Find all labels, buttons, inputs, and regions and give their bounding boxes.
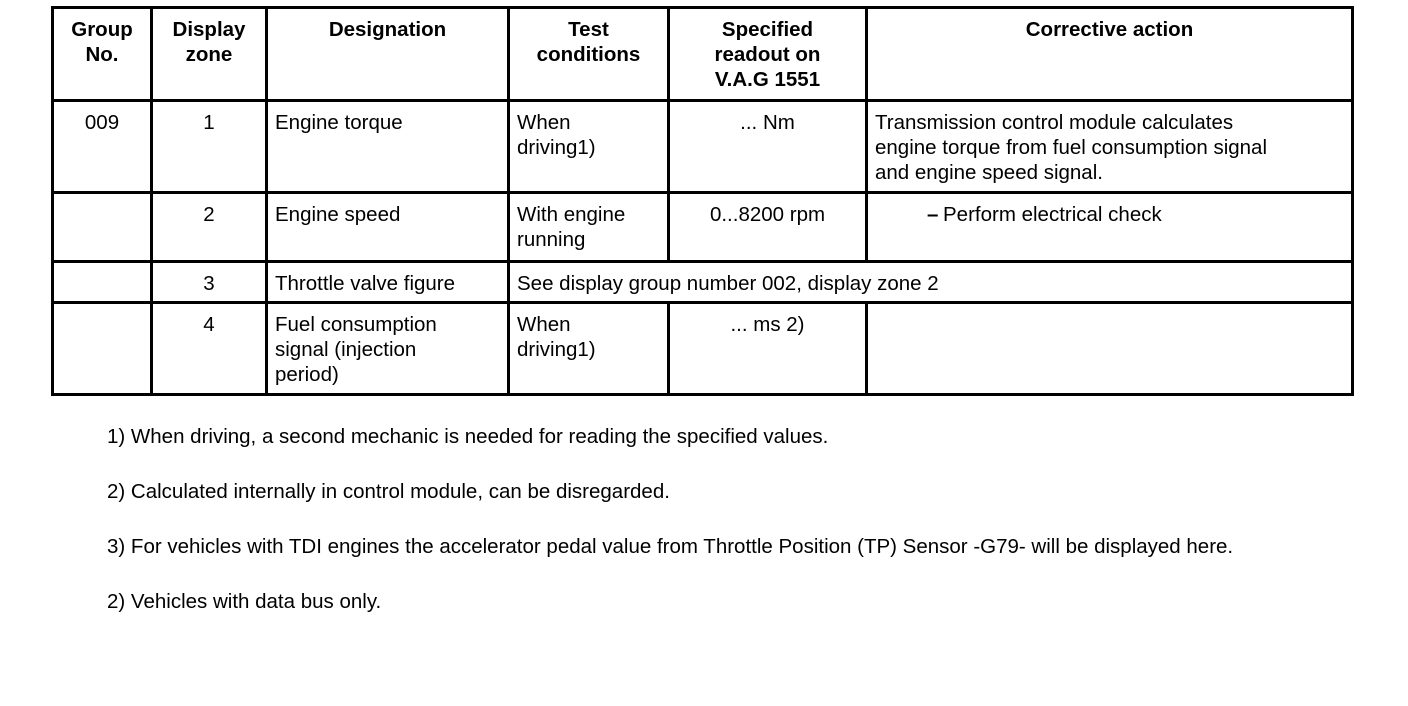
footnote-4: 2) Vehicles with data bus only. bbox=[107, 590, 382, 613]
header-specified-readout: Specified readout on V.A.G 1551 bbox=[669, 8, 867, 101]
table-header-row bbox=[53, 8, 1353, 101]
cell-readout: ... Nm bbox=[669, 101, 867, 193]
cell-readout: 0...8200 rpm bbox=[669, 193, 867, 262]
action-bullet-item bbox=[875, 202, 1344, 227]
header-corrective-action: Corrective action bbox=[867, 8, 1353, 101]
cell-zone: 2 bbox=[152, 193, 267, 262]
cell-span-reference: See display group number 002, display zone 2 bbox=[509, 262, 1353, 303]
table-row bbox=[53, 262, 1353, 303]
footnote-1: 1) When driving, a second mechanic is needed for reading the specified values. bbox=[107, 425, 829, 448]
cell-conditions: With engine running bbox=[509, 193, 669, 262]
cell-designation: Fuel consumption signal (injection period) bbox=[267, 303, 509, 395]
cell-group bbox=[53, 193, 152, 262]
cell-designation: Throttle valve figure bbox=[267, 262, 509, 303]
cell-designation: Engine torque bbox=[267, 101, 509, 193]
header-designation: Designation bbox=[267, 8, 509, 101]
dash-bullet-icon: – bbox=[927, 203, 939, 226]
footnotes bbox=[107, 424, 1337, 644]
cell-group: 009 bbox=[53, 101, 152, 193]
table-row bbox=[53, 101, 1353, 193]
cell-designation: Engine speed bbox=[267, 193, 509, 262]
cell-group bbox=[53, 262, 152, 303]
header-group-no: Group No. bbox=[53, 8, 152, 101]
footnote-2: 2) Calculated internally in control module, can be disregarded. bbox=[107, 480, 670, 503]
footnote-3: 3) For vehicles with TDI engines the accelerator pedal value from Throttle Position (TP) Sensor -G79- will be displayed here. bbox=[107, 535, 1234, 558]
cell-readout: ... ms 2) bbox=[669, 303, 867, 395]
cell-action bbox=[867, 303, 1353, 395]
action-bullet-text: Perform electrical check bbox=[943, 203, 1162, 226]
diagnostic-table bbox=[51, 6, 1354, 396]
cell-group bbox=[53, 303, 152, 395]
header-display-zone: Display zone bbox=[152, 8, 267, 101]
table-row bbox=[53, 193, 1353, 262]
cell-zone: 4 bbox=[152, 303, 267, 395]
cell-zone: 3 bbox=[152, 262, 267, 303]
cell-conditions: When driving1) bbox=[509, 303, 669, 395]
header-test-conditions: Test conditions bbox=[509, 8, 669, 101]
cell-conditions: When driving1) bbox=[509, 101, 669, 193]
cell-zone: 1 bbox=[152, 101, 267, 193]
table-row bbox=[53, 303, 1353, 395]
cell-action: Transmission control module calculates engine torque from fuel consumption signal and engine speed signal. bbox=[867, 101, 1353, 193]
cell-action bbox=[867, 193, 1353, 262]
